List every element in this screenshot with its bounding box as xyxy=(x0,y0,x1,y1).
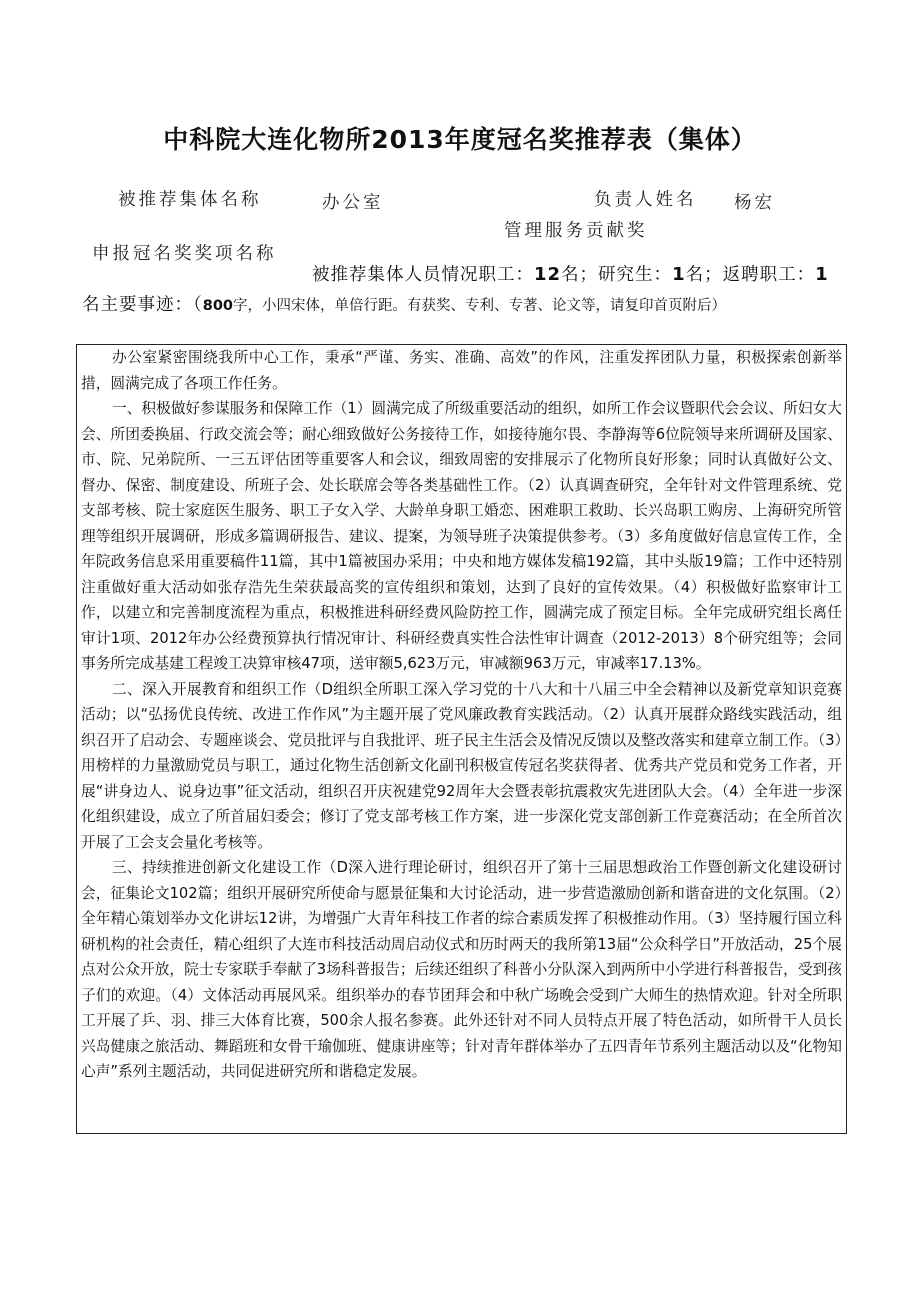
deeds-paragraph-3: 三、持续推进创新文化建设工作（D深入进行理论研讨，组织召开了第十三届思想政治工作暨创新文化建设研讨会，征集论文102篇；组织开展研究所使命与愿景征集和大讨论活动，进一步营造激励创新和谐奋进的文化氛围。（2）全年精心策划举办文化讲坛12讲，为增强广大青年科技工作者的综合素质发挥了积极推动作用。（3）坚持履行国立科研机构的社会责任，精心组织了大连市科技活动周启动仪式和历时两天的我所第13届“公众科学日”开放活动，25个展点对公众开放，院士专家联手奉献了3场科普报告；后续还组织了科普小分队深入到两所中小学进行科普报告，受到孩子们的欢迎。（4）文体活动再展风采。组织举办的春节团拜会和中秋广场晚会受到广大师生的热情欢迎。针对全所职工开展了乒、羽、排三大体育比赛，500余人报名参赛。此外还针对不同人员特点开展了特色活动，如所骨干人员长兴岛健康之旅活动、舞蹈班和女骨干瑜伽班、健康讲座等；针对青年群体举办了五四青年节系列主题活动以及“化物知心声”系列主题活动，共同促进研究所和谐稳定发展。 xyxy=(81,859,842,1080)
rehired-count: 1 xyxy=(815,264,829,285)
staff-info-paragraph xyxy=(82,260,842,321)
staff-count: 12 xyxy=(534,264,562,285)
group-name-label: 被推荐集体名称 xyxy=(118,190,262,210)
staff-sep-1: 名；研究生： xyxy=(561,265,673,285)
staff-label: 被推荐集体人员情况职工： xyxy=(312,265,534,285)
note-text: 字，小四宋体，单倍行距。有获奖、专利、专著、论文等，请复印首页附后） xyxy=(233,298,727,314)
student-count: 1 xyxy=(672,264,686,285)
leader-name-value: 杨宏 xyxy=(734,193,775,213)
award-name-label: 申报冠名奖奖项名称 xyxy=(92,244,277,264)
note-word-count: 800 xyxy=(202,298,234,314)
award-name-value: 管理服务贡献奖 xyxy=(504,221,648,241)
leader-name-label: 负责人姓名 xyxy=(594,190,697,210)
staff-sep-2: 名；返聘职工： xyxy=(685,265,816,285)
main-deeds-box xyxy=(76,344,847,1134)
staff-sep-3: 名主要事迹：（ xyxy=(82,295,203,315)
group-name-value: 办公室 xyxy=(322,193,384,213)
page-title: 中科院大连化物所2013年度冠名奖推荐表（集体） xyxy=(163,125,757,154)
deeds-paragraph-intro: 办公室紧密围绕我所中心工作，秉承“严谨、务实、准确、高效”的作风，注重发挥团队力量，积极探索创新举措，圆满完成了各项工作任务。 xyxy=(81,349,842,392)
deeds-paragraph-1: 一、积极做好参谋服务和保障工作（1）圆满完成了所级重要活动的组织，如所工作会议暨职代会会议、所妇女大会、所团委换届、行政交流会等；耐心细致做好公务接待工作，如接待施尔畏、李静海等6位院领导来所调研及国家、市、院、兄弟院所、一三五评估团等重要客人和会议，细致周密的安排展示了化物所良好形象；同时认真做好公文、督办、保密、制度建设、所班子会、处长联席会等各类基础性工作。（2）认真调查研究，全年针对文件管理系统、党支部考核、院士家庭医生服务、职工子女入学、大龄单身职工婚恋、困难职工救助、长兴岛职工购房、上海研究所管理等组织开展调研，形成多篇调研报告、建议、提案，为领导班子决策提供参考。（3）多角度做好信息宣传工作，全年院政务信息采用重要稿件11篇，其中1篇被国办采用；中央和地方媒体发稿192篇，其中头版19篇；工作中还特别注重做好重大活动如张存浩先生荣获最高奖的宣传组织和策划，达到了良好的宣传效果。（4）积极做好监察审计工作，以建立和完善制度流程为重点，积极推进科研经费风险防控工作，圆满完成了预定目标。全年完成研究组长离任审计1项、2012年办公经费预算执行情况审计、科研经费真实性合法性审计调查（2012-2013）8个研究组等；会同事务所完成基建工程竣工决算审核47项，送审额5,623万元，审减额963万元，审减率17.13%。 xyxy=(81,400,842,672)
deeds-paragraph-2: 二、深入开展教育和组织工作（D组织全所职工深入学习党的十八大和十八届三中全会精神以及新党章知识竞赛活动；以“弘扬优良传统、改进工作作风”为主题开展了党风廉政教育实践活动。（2）认真开展群众路线实践活动，组织召开了启动会、专题座谈会、党员批评与自我批评、班子民主生活会及情况反馈以及整改落实和建章立制工作。（3）用榜样的力量激励党员与职工，通过化物生活创新文化副刊积极宣传冠名奖获得者、优秀共产党员和党务工作者，开展“讲身边人、说身边事”征文活动，组织召开庆祝建党92周年大会暨表彰抗震救灾先进团队大会。（4）全年进一步深化组织建设，成立了所首届妇委会；修订了党支部考核工作方案，进一步深化党支部创新工作竞赛活动；在全所首次开展了工会支会量化考核等。 xyxy=(81,680,842,851)
